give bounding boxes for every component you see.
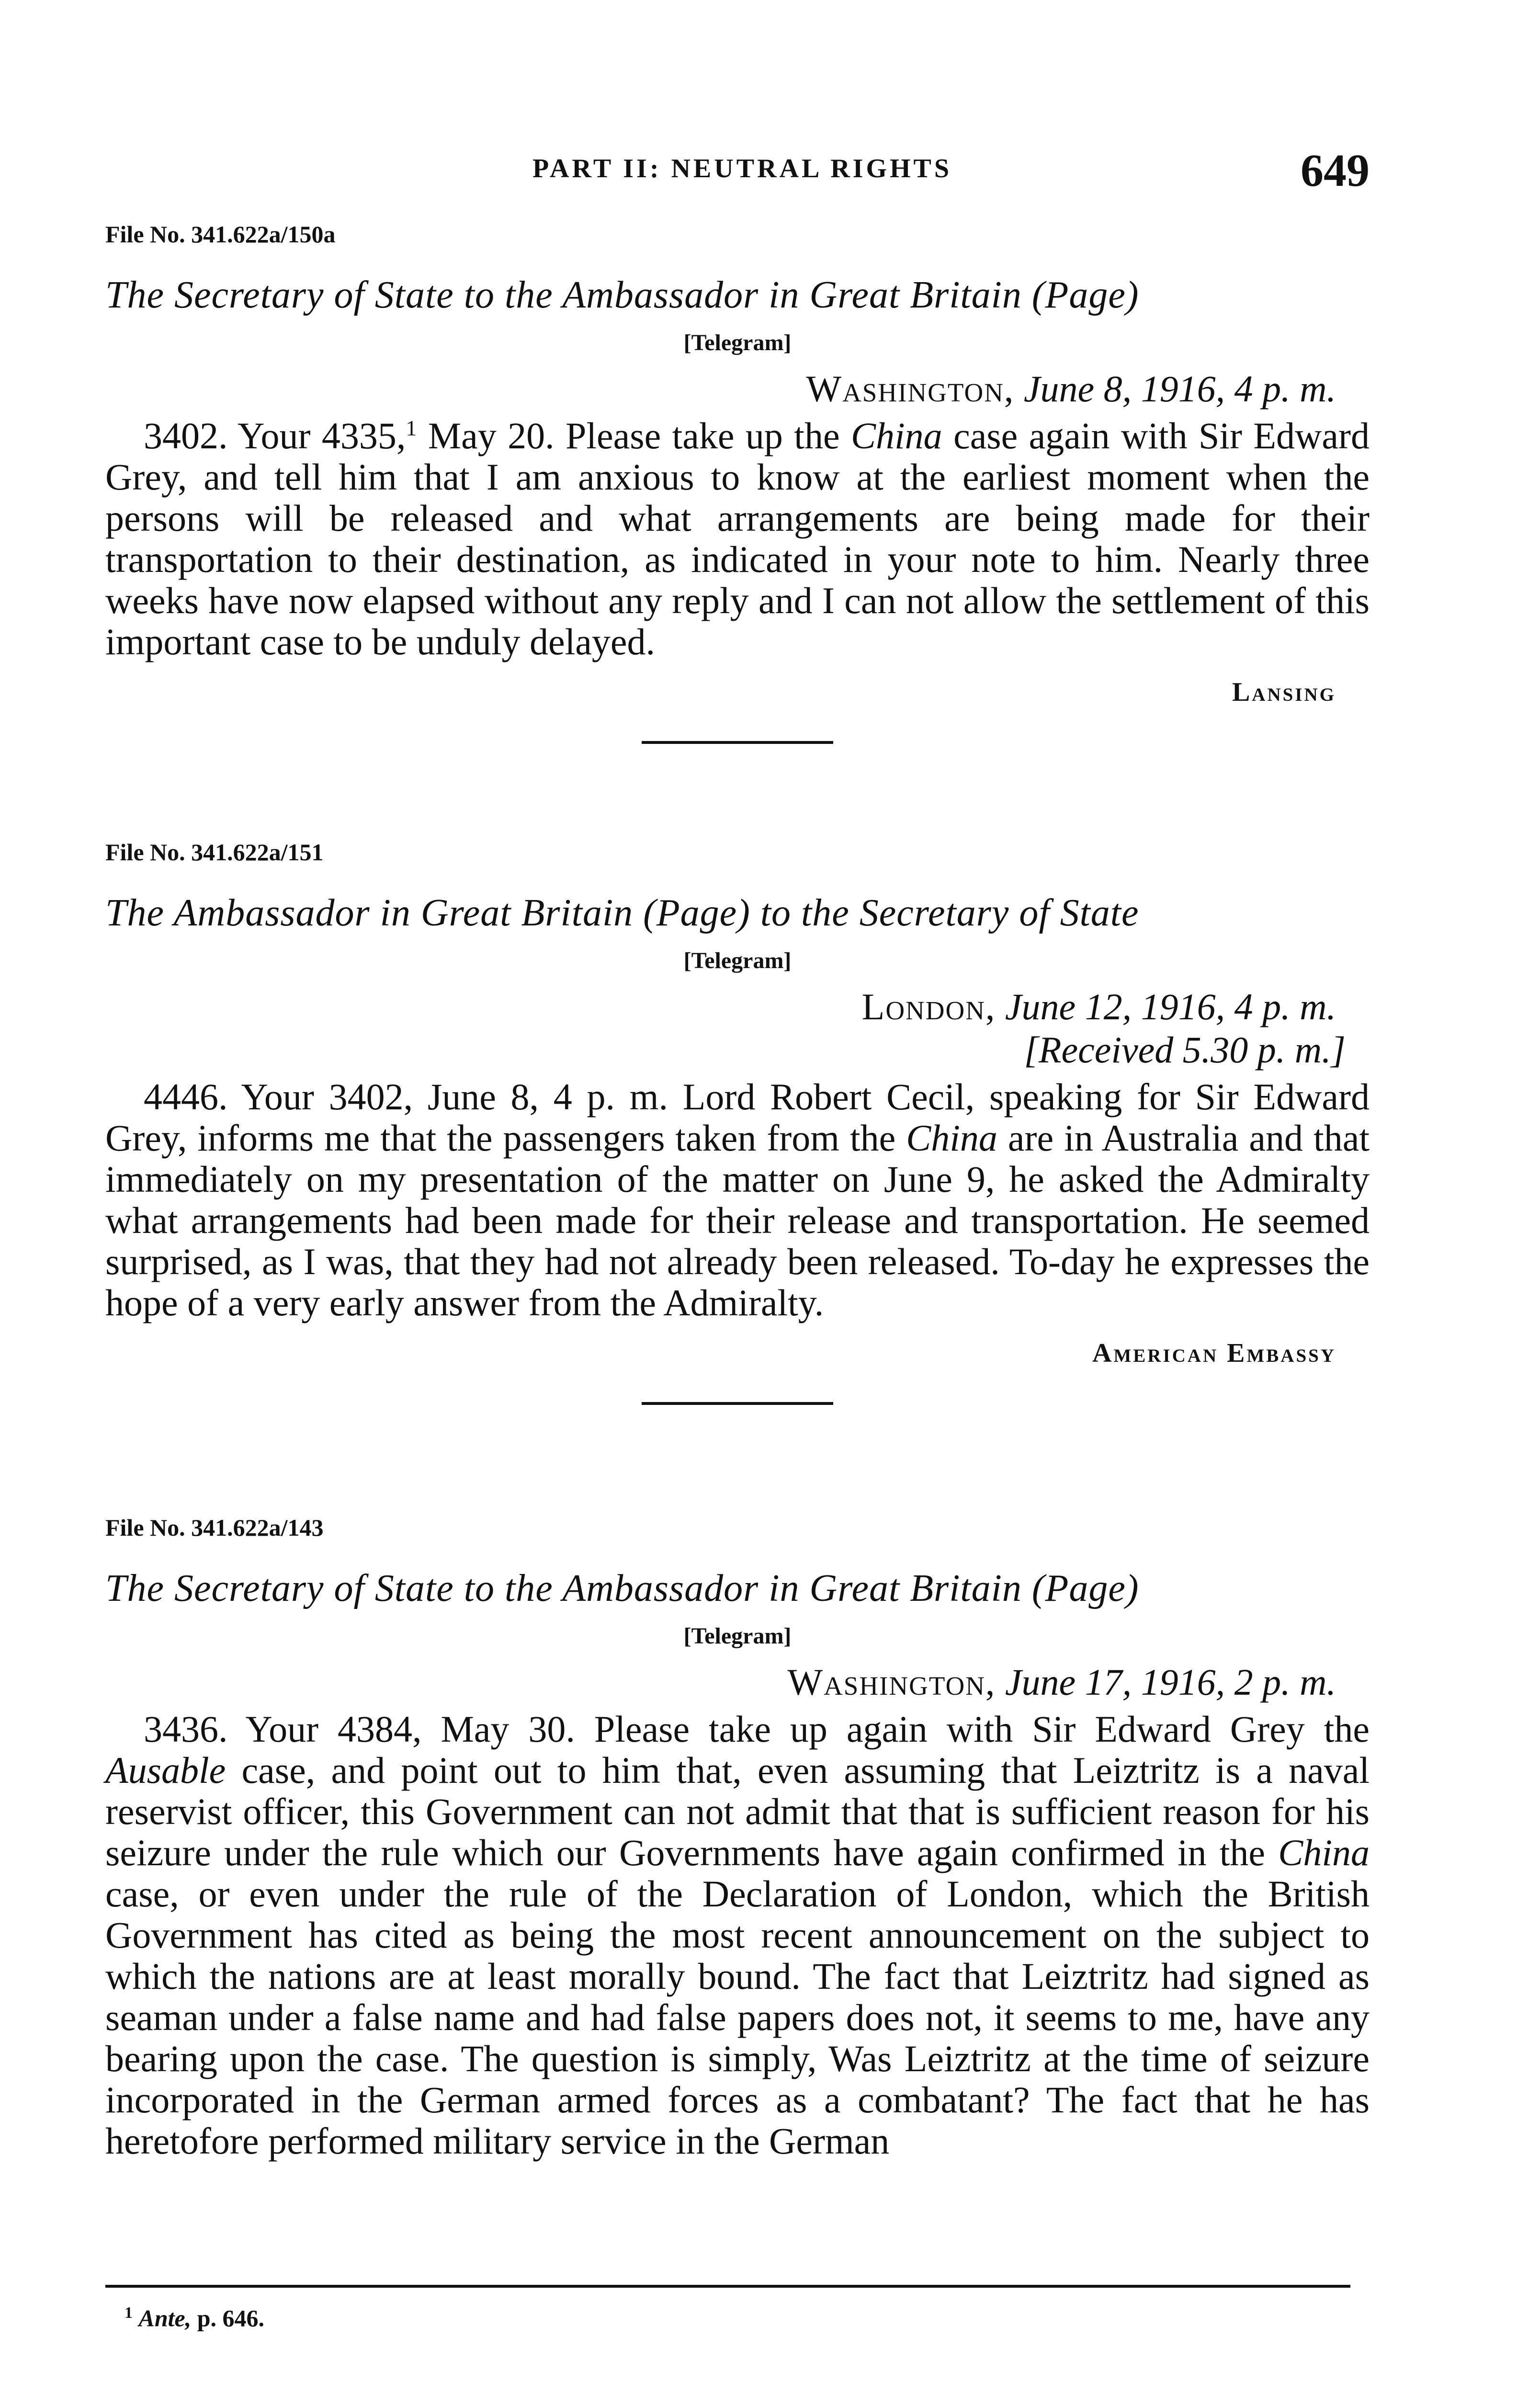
document-type: [Telegram] [683, 948, 792, 973]
file-number: File No. 341.622a/150a [105, 221, 336, 248]
file-number: File No. 341.622a/143 [105, 1514, 324, 1541]
telegram-body: 3402. Your 4335,$^1$ May 20. Please take up the China case again with Sir Edward Grey, and tell him that I am anxious to know at the earliest moment when the persons will be released and what arrangements are being made for their transportation to their destination, as indicated in your note to him. Nearly three weeks have now elapsed without any reply and I can not allow the settlement of this important case to be unduly delayed. [105, 415, 1370, 662]
document-type: [Telegram] [683, 330, 792, 355]
document-title: The Secretary of State to the Ambassador in Great Britain (Page) [105, 1567, 1139, 1609]
file-number: File No. 341.622a/151 [105, 839, 324, 866]
section-divider [642, 1402, 833, 1405]
dateline-place: Washington, [806, 368, 1015, 410]
dateline-date: June 12, 1916, 4 p. m. [1005, 986, 1336, 1027]
document-type: [Telegram] [683, 1623, 792, 1649]
footnote-ref: 1 [406, 416, 417, 440]
dateline [105, 367, 1336, 411]
section-divider [642, 741, 833, 744]
telegram-body: 4446. Your 3402, June 8, 4 p. m. Lord Robert Cecil, speaking for Sir Edward Grey, informs me that the passengers taken from the China are in Australia and that immediately on my presentation of the matter on June 9, he asked the Admiralty what arrangements had been made for their release and transportation. He seemed surprised, as I was, that they had not already been released. To-day he expresses the hope of a very early answer from the Admiralty. [105, 1076, 1370, 1323]
telegram-section-1 [105, 220, 1370, 744]
telegram-section-2 [105, 838, 1370, 1405]
document-title: The Secretary of State to the Ambassador in Great Britain (Page) [105, 274, 1139, 316]
running-head: PART II: NEUTRAL RIGHTS [532, 154, 952, 183]
telegram-section-3 [105, 1514, 1370, 2162]
dateline [105, 985, 1336, 1028]
dateline-place: Washington, [787, 1661, 996, 1703]
document-title: The Ambassador in Great Britain (Page) to the Secretary of State [105, 892, 1139, 934]
page-header [115, 144, 1370, 201]
dateline-date: June 8, 1916, 4 p. m. [1023, 368, 1336, 410]
footnote-rule [105, 2285, 1350, 2288]
footnote: $^1$ Ante, p. 646. [125, 2304, 265, 2332]
dateline-place: London, [861, 986, 996, 1027]
signature: American Embassy [1092, 1338, 1336, 1368]
dateline-date: June 17, 1916, 2 p. m. [1005, 1661, 1336, 1703]
signature: Lansing [1232, 677, 1336, 707]
received-note: [Received 5.30 p. m.] [1024, 1029, 1346, 1071]
page-number: 649 [1301, 145, 1370, 196]
telegram-body: 3436. Your 4384, May 30. Please take up again with Sir Edward Grey the Ausable case, and point out to him that, even assuming that Leiztritz is a naval reservist officer, this Government can not admit that that is sufficient reason for his seizure under the rule which our Governments have again confirmed in the China case, or even under the rule of the Declaration of London, which the British Government has cited as being the most recent announcement on the subject to which the nations are at least morally bound. The fact that Leiztritz had signed as seaman under a false name and had false papers does not, it seems to me, have any bearing upon the case. The question is simply, Was Leiztritz at the time of seizure incorporated in the German armed forces as a combatant? The fact that he has heretofore performed military service in the German [105, 1708, 1370, 2162]
dateline [105, 1661, 1336, 1704]
